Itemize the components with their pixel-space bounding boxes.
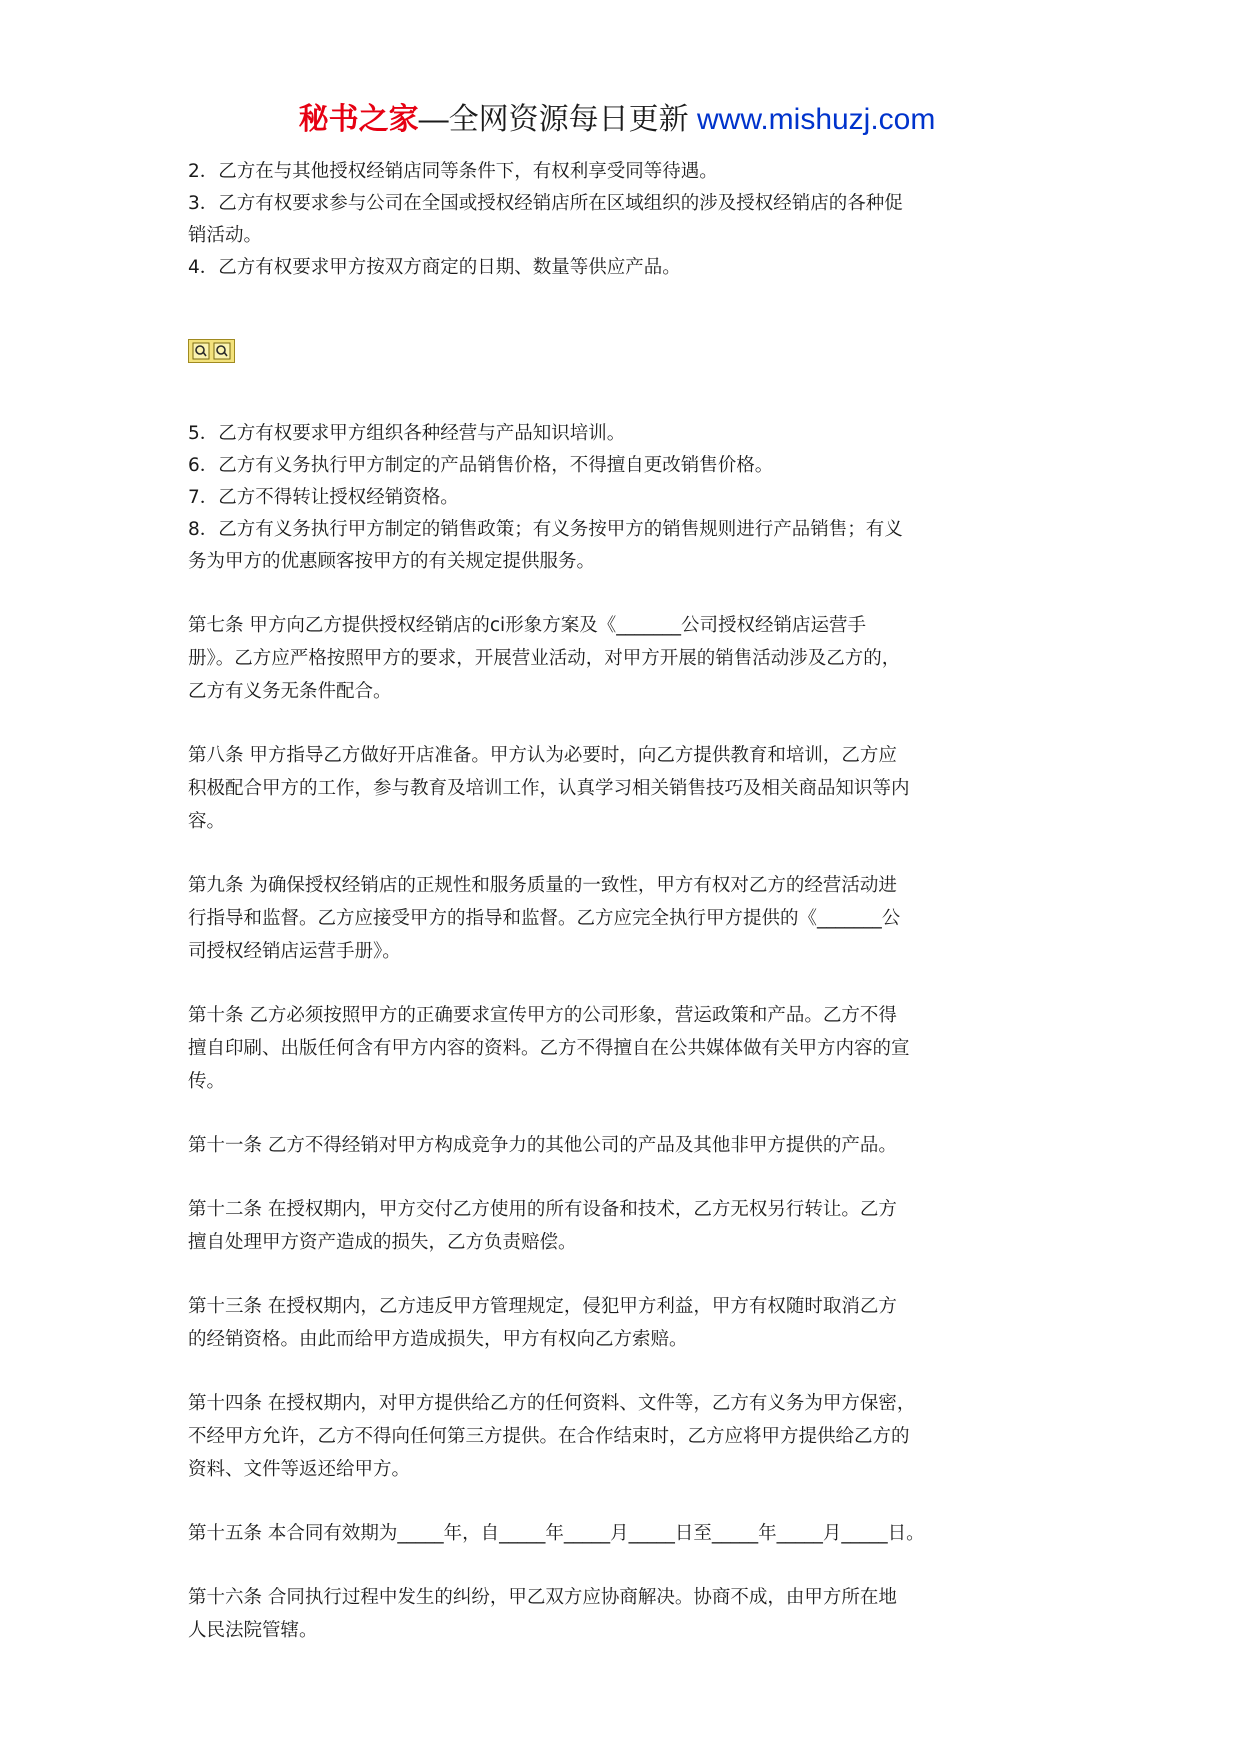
text-line: 第十五条 本合同有效期为_____年，自_____年_____月_____日至_____年_____月_____日。 — [188, 1523, 925, 1544]
text-line: 第九条 为确保授权经销店的正规性和服务质量的一致性，甲方有权对乙方的经营活动进 — [188, 875, 897, 896]
list-item: 2．乙方在与其他授权经销店同等条件下，有权利享受同等待遇。 — [188, 161, 718, 182]
article-15 — [188, 1517, 1068, 1550]
text-line: 第十条 乙方必须按照甲方的正确要求宣传甲方的公司形象，营运政策和产品。乙方不得 — [188, 1005, 897, 1026]
text-line: 第十六条 合同执行过程中发生的纠纷，甲乙双方应协商解决。协商不成，由甲方所在地 — [188, 1587, 897, 1608]
header-slogan: —全网资源每日更新 — [418, 103, 697, 136]
text-line: 的经销资格。由此而给甲方造成损失，甲方有权向乙方索赔。 — [188, 1329, 688, 1350]
text-line: 第十四条 在授权期内，对甲方提供给乙方的任何资料、文件等，乙方有义务为甲方保密， — [188, 1393, 916, 1414]
text-line: 擅自处理甲方资产造成的损失，乙方负责赔偿。 — [188, 1232, 577, 1253]
list-item: 3．乙方有权要求参与公司在全国或授权经销店所在区域组织的涉及授权经销店的各种促 — [188, 193, 903, 214]
article-16 — [188, 1581, 1068, 1647]
text-line: 传。 — [188, 1071, 226, 1092]
text-line: 乙方有义务无条件配合。 — [188, 681, 392, 702]
article-9 — [188, 869, 1068, 968]
list-item: 务为甲方的优惠顾客按甲方的有关规定提供服务。 — [188, 551, 596, 572]
header-brand: 秘书之家 — [298, 103, 419, 136]
text-line: 擅自印刷、出版任何含有甲方内容的资料。乙方不得擅自在公共媒体做有关甲方内容的宣 — [188, 1038, 910, 1059]
article-13 — [188, 1290, 1068, 1356]
list-item: 销活动。 — [188, 225, 263, 246]
text-line: 容。 — [188, 811, 226, 832]
article-8 — [188, 739, 1068, 838]
article-7 — [188, 609, 1068, 708]
list-item: 8．乙方有义务执行甲方制定的销售政策；有义务按甲方的销售规则进行产品销售；有义 — [188, 519, 903, 540]
text-line: 第十一条 乙方不得经销对甲方构成竞争力的其他公司的产品及其他非甲方提供的产品。 — [188, 1135, 897, 1156]
list-item: 5．乙方有权要求甲方组织各种经营与产品知识培训。 — [188, 423, 626, 444]
text-line: 人民法院管辖。 — [188, 1620, 318, 1641]
rings-icon — [191, 341, 211, 361]
text-line: 司授权经销店运营手册》。 — [188, 941, 401, 962]
article-10 — [188, 999, 1068, 1098]
article-11 — [188, 1129, 1068, 1162]
embedded-object-row — [188, 338, 1068, 364]
text-line: 行指导和监督。乙方应接受甲方的指导和监督。乙方应完全执行甲方提供的《_______公 — [188, 908, 901, 929]
text-line: 积极配合甲方的工作，参与教育及培训工作，认真学习相关销售技巧及相关商品知识等内 — [188, 778, 910, 799]
text-line: 资料、文件等返还给甲方。 — [188, 1459, 411, 1480]
text-line: 不经甲方允许，乙方不得向任何第三方提供。在合作结束时，乙方应将甲方提供给乙方的 — [188, 1426, 910, 1447]
text-line: 第十二条 在授权期内，甲方交付乙方使用的所有设备和技术，乙方无权另行转让。乙方 — [188, 1199, 897, 1220]
header-url-link[interactable]: www.mishuzj.com — [696, 103, 936, 136]
list-item: 7．乙方不得转让授权经销资格。 — [188, 487, 459, 508]
article-14 — [188, 1387, 1068, 1486]
text-line: 册》。乙方应严格按照甲方的要求，开展营业活动，对甲方开展的销售活动涉及乙方的， — [188, 648, 901, 669]
list-item: 6．乙方有义务执行甲方制定的产品销售价格，不得擅自更改销售价格。 — [188, 455, 774, 476]
embedded-object-icon[interactable] — [188, 339, 235, 363]
text-line: 第七条 甲方向乙方提供授权经销店的ci形象方案及《_______公司授权经销店运营手 — [188, 615, 866, 636]
document-body — [188, 156, 1068, 1647]
list-item: 4．乙方有权要求甲方按双方商定的日期、数量等供应产品。 — [188, 257, 681, 278]
text-line: 第八条 甲方指导乙方做好开店准备。甲方认为必要时，向乙方提供教育和培训，乙方应 — [188, 745, 897, 766]
article-12 — [188, 1193, 1068, 1259]
text-line: 第十三条 在授权期内，乙方违反甲方管理规定，侵犯甲方利益，甲方有权随时取消乙方 — [188, 1296, 897, 1317]
site-header — [0, 100, 1234, 140]
rings-icon — [212, 341, 232, 361]
